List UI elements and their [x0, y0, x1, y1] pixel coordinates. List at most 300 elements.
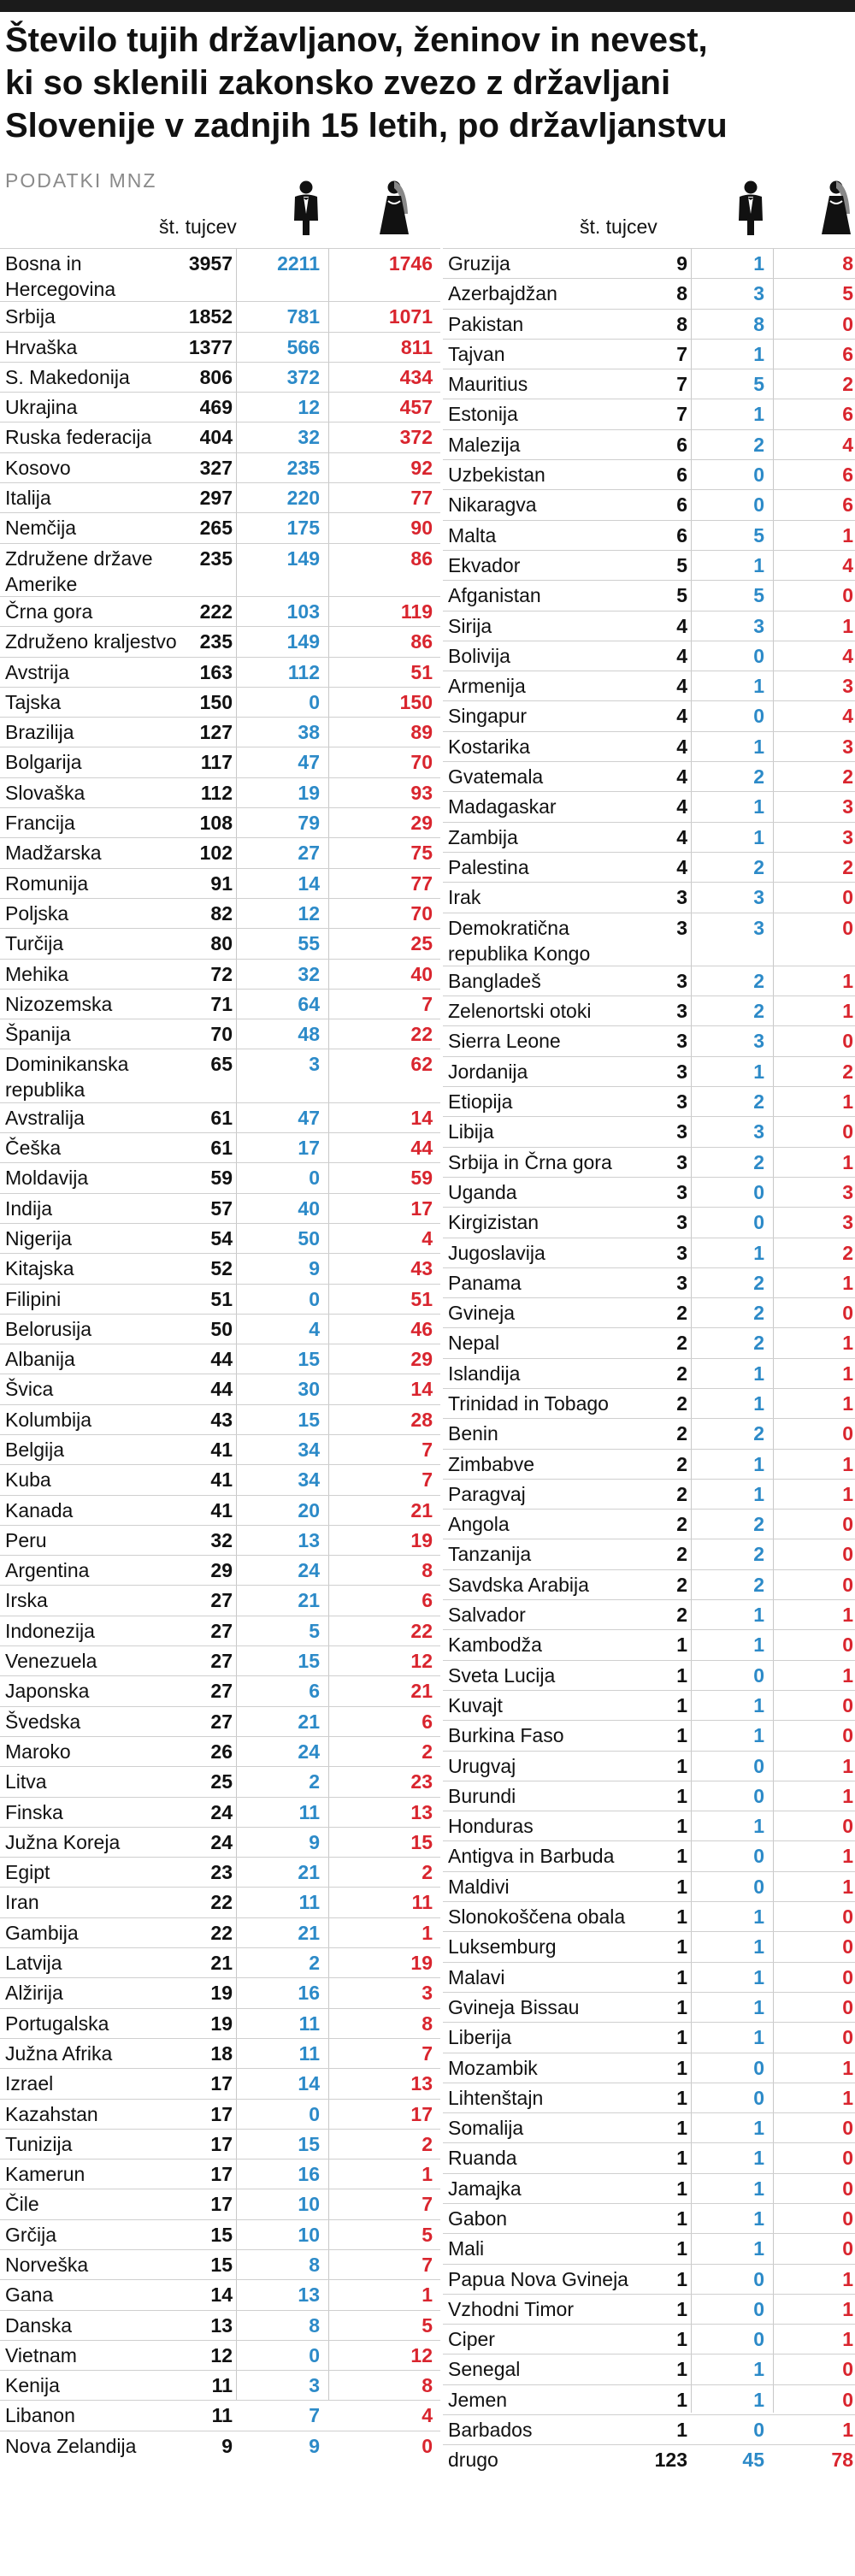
- bride-value: 75: [410, 842, 433, 865]
- groom-value: 0: [753, 493, 764, 517]
- total-value: 4: [676, 644, 687, 667]
- bride-value: 3: [842, 795, 853, 818]
- groom-value: 1: [753, 2207, 764, 2230]
- country-name: Dominikanska republika: [5, 1053, 129, 1102]
- table-row: [0, 2038, 440, 2068]
- table-row: [0, 837, 440, 867]
- table-row: [0, 1374, 440, 1403]
- country-name: Peru: [5, 1528, 47, 1551]
- groom-value: 1: [753, 1815, 764, 1838]
- country-name: Savdska Arabija: [448, 1573, 589, 1596]
- country-name: Vietnam: [5, 2343, 77, 2366]
- bride-value: 1: [842, 1845, 853, 1868]
- total-value: 327: [199, 456, 233, 479]
- country-name: Švedska: [5, 1710, 81, 1733]
- total-value: 5: [676, 553, 687, 576]
- country-name: Mali: [448, 2237, 485, 2260]
- country-name: Gabon: [448, 2207, 508, 2230]
- groom-value: 2: [753, 855, 764, 878]
- groom-value: 24: [298, 1740, 320, 1763]
- groom-value: 5: [309, 1619, 320, 1642]
- bride-value: 434: [399, 365, 433, 388]
- groom-value: 14: [298, 871, 320, 895]
- total-value: 44: [210, 1378, 233, 1401]
- country-name: Avstrija: [5, 660, 69, 683]
- table-row: [443, 1660, 855, 1690]
- table-row: [443, 1238, 855, 1267]
- bride-value: 1: [842, 2297, 853, 2320]
- bride-value: 3: [842, 1180, 853, 1203]
- bride-value: 6: [842, 342, 853, 365]
- country-name: Urugvaj: [448, 1754, 516, 1777]
- bride-value: 1: [842, 2328, 853, 2351]
- table-row: [0, 1857, 440, 1887]
- table-row: [0, 1193, 440, 1223]
- total-header: št. tujcev: [580, 216, 657, 238]
- country-name: Estonija: [448, 403, 518, 426]
- groom-value: 79: [298, 812, 320, 835]
- bride-value: 6: [422, 1589, 433, 1612]
- groom-value: 566: [286, 335, 320, 358]
- total-value: 12: [210, 2343, 233, 2366]
- table-row: [0, 687, 440, 717]
- total-value: 3: [676, 916, 687, 939]
- total-value: 1: [676, 1905, 687, 1929]
- groom-value: 38: [298, 721, 320, 744]
- bride-value: 0: [842, 1030, 853, 1053]
- table-row: [443, 882, 855, 912]
- country-name: Mauritius: [448, 373, 528, 396]
- country-name: Burundi: [448, 1784, 516, 1807]
- total-value: 3: [676, 1000, 687, 1023]
- country-name: Maroko: [5, 1740, 71, 1763]
- country-name: Južna Koreja: [5, 1830, 121, 1853]
- country-name: Srbija: [5, 305, 56, 328]
- table-row: [443, 1690, 855, 1720]
- bride-value: 0: [842, 2026, 853, 2049]
- groom-value: 16: [298, 1982, 320, 2005]
- table-row: [0, 1947, 440, 1977]
- table-row: [443, 2112, 855, 2142]
- total-value: 112: [200, 781, 233, 804]
- country-name: Portugalska: [5, 2012, 109, 2035]
- bride-value: 7: [422, 2254, 433, 2276]
- table-row: [443, 1931, 855, 1961]
- total-value: 9: [676, 252, 687, 275]
- table-row: [0, 1434, 440, 1464]
- total-value: 1: [676, 2267, 687, 2290]
- groom-value: 8: [309, 2313, 320, 2337]
- bride-value: 811: [400, 335, 433, 358]
- groom-value: 0: [753, 2328, 764, 2351]
- bride-value: 0: [842, 1422, 853, 1445]
- country-name: Kolumbija: [5, 1408, 91, 1431]
- total-value: 41: [210, 1468, 233, 1492]
- groom-value: 2: [753, 1573, 764, 1596]
- groom-value: 149: [286, 630, 320, 653]
- country-name: Jamajka: [448, 2177, 522, 2200]
- groom-value: 11: [298, 2041, 320, 2065]
- groom-value: 50: [298, 1226, 320, 1250]
- country-name: Paragvaj: [448, 1482, 526, 1505]
- country-name: Afganistan: [448, 584, 541, 607]
- groom-value: 1: [753, 675, 764, 698]
- country-name: Sirija: [448, 614, 492, 637]
- total-value: 2: [676, 1543, 687, 1566]
- groom-value: 10: [298, 2193, 320, 2216]
- country-name: Tajvan: [448, 342, 505, 365]
- bride-value: 1: [842, 1332, 853, 1355]
- bride-value: 13: [410, 1800, 433, 1823]
- bride-value: 8: [842, 252, 853, 275]
- groom-value: 15: [298, 1348, 320, 1371]
- bride-value: 21: [410, 1680, 433, 1703]
- total-value: 21: [210, 1952, 233, 1975]
- groom-value: 55: [298, 932, 320, 955]
- groom-value: 21: [298, 1921, 320, 1944]
- country-name: Nizozemska: [5, 992, 113, 1015]
- total-value: 27: [210, 1619, 233, 1642]
- bride-value: 1: [842, 1362, 853, 1385]
- bride-value: 1: [842, 1391, 853, 1415]
- rows-left: [0, 248, 440, 2461]
- total-value: 70: [210, 1023, 233, 1046]
- bride-value: 0: [842, 916, 853, 939]
- total-value: 2: [676, 1422, 687, 1445]
- total-value: 61: [210, 1106, 233, 1129]
- bride-value: 0: [842, 312, 853, 335]
- bride-value: 14: [410, 1106, 433, 1129]
- country-name: Kambodža: [448, 1634, 542, 1657]
- country-name: Libija: [448, 1120, 494, 1143]
- groom-value: 47: [298, 1106, 320, 1129]
- bride-value: 4: [422, 2404, 433, 2427]
- bride-value: 40: [410, 962, 433, 985]
- total-value: 6: [676, 464, 687, 487]
- country-name: Španija: [5, 1023, 71, 1046]
- table-row: [443, 1962, 855, 1992]
- groom-value: 30: [298, 1378, 320, 1401]
- country-name: Gvatemala: [448, 765, 544, 789]
- country-name: Belgija: [5, 1438, 65, 1461]
- groom-value: 1: [753, 1905, 764, 1929]
- groom-value: 0: [309, 2343, 320, 2366]
- bride-value: 44: [410, 1137, 433, 1160]
- groom-value: 1: [753, 1362, 764, 1385]
- table-row: [0, 1132, 440, 1162]
- country-name: Bolgarija: [5, 751, 82, 774]
- bride-value: 19: [410, 1528, 433, 1551]
- total-value: 29: [210, 1559, 233, 1582]
- bride-value: 0: [842, 2388, 853, 2411]
- total-value: 27: [210, 1650, 233, 1673]
- bride-value: 3: [842, 825, 853, 848]
- groom-value: 64: [298, 992, 320, 1015]
- bride-value: 1: [422, 2163, 433, 2186]
- total-value: 297: [199, 487, 233, 510]
- total-value: 71: [210, 992, 233, 1015]
- country-name: Lihtenštajn: [448, 2086, 544, 2109]
- groom-value: 40: [298, 1196, 320, 1220]
- bride-value: 0: [842, 584, 853, 607]
- country-name: Združene države Amerike: [5, 547, 153, 595]
- country-name: Ciper: [448, 2328, 495, 2351]
- country-name: Pakistan: [448, 312, 524, 335]
- groom-value: 1: [753, 1482, 764, 1505]
- country-name: Italija: [5, 487, 51, 510]
- total-value: 108: [199, 812, 233, 835]
- bride-value: 59: [410, 1167, 433, 1190]
- bride-value: 1071: [388, 305, 433, 328]
- table-row: [0, 301, 440, 331]
- groom-value: 48: [298, 1023, 320, 1046]
- total-value: 1: [676, 1875, 687, 1898]
- total-value: 4: [676, 795, 687, 818]
- table-row: [443, 1056, 855, 1086]
- country-name: Zimbabve: [448, 1452, 534, 1475]
- groom-value: 3: [753, 282, 764, 305]
- country-name: Kazahstan: [5, 2102, 98, 2125]
- table-row: [443, 2083, 855, 2112]
- total-value: 23: [210, 1861, 233, 1884]
- country-name: Južna Afrika: [5, 2041, 113, 2065]
- total-value: 22: [210, 1921, 233, 1944]
- bride-value: 2: [842, 373, 853, 396]
- groom-value: 2: [753, 1090, 764, 1114]
- table-row: [0, 777, 440, 807]
- table-row: [443, 2233, 855, 2263]
- table-row: [0, 543, 440, 596]
- total-value: 5: [676, 584, 687, 607]
- table-row: [443, 1840, 855, 1870]
- table-row: [443, 278, 855, 308]
- country-name: Islandija: [448, 1362, 521, 1385]
- country-name: Bosna in Hercegovina: [5, 252, 116, 300]
- country-name: Uzbekistan: [448, 464, 545, 487]
- bride-value: 1: [422, 2284, 433, 2307]
- table-row: [443, 1871, 855, 1901]
- table-row: [443, 369, 855, 399]
- bride-value: 1: [842, 2056, 853, 2079]
- country-name: Kamerun: [5, 2163, 86, 2186]
- table-row: [0, 1977, 440, 2007]
- groom-value: 15: [298, 1408, 320, 1431]
- groom-value: 15: [298, 2132, 320, 2155]
- bride-value: 0: [842, 1120, 853, 1143]
- total-value: 404: [199, 426, 233, 449]
- table-row: [443, 671, 855, 700]
- total-value: 17: [210, 2193, 233, 2216]
- groom-value: 9: [309, 1830, 320, 1853]
- groom-value: 32: [298, 962, 320, 985]
- total-value: 57: [210, 1196, 233, 1220]
- total-value: 26: [210, 1740, 233, 1763]
- groom-value: 34: [298, 1468, 320, 1492]
- total-value: 1: [676, 2026, 687, 2049]
- table-row: [443, 1992, 855, 2022]
- country-name: Liberija: [448, 2026, 512, 2049]
- groom-value: 149: [286, 547, 320, 570]
- bride-value: 1: [842, 1090, 853, 1114]
- table-row: [0, 2219, 440, 2249]
- table-row: [443, 429, 855, 459]
- total-value: 1: [676, 2086, 687, 2109]
- groom-value: 0: [753, 1211, 764, 1234]
- table-row: [0, 1253, 440, 1283]
- table-row: [443, 1116, 855, 1146]
- table-row: [443, 913, 855, 966]
- country-name: Panama: [448, 1271, 522, 1294]
- groom-icon: [289, 180, 323, 236]
- total-value: 17: [210, 2132, 233, 2155]
- country-name: Avstralija: [5, 1106, 85, 1129]
- table-row: [443, 2384, 855, 2414]
- total-value: 2: [676, 1482, 687, 1505]
- country-name: Madagaskar: [448, 795, 557, 818]
- groom-value: 5: [753, 584, 764, 607]
- country-name: Latvija: [5, 1952, 62, 1975]
- bride-value: 1: [842, 1452, 853, 1475]
- total-value: 1: [676, 2358, 687, 2381]
- total-value: 1: [676, 1965, 687, 1988]
- total-value: 17: [210, 2102, 233, 2125]
- country-name: Filipini: [5, 1287, 62, 1310]
- total-value: 3: [676, 1180, 687, 1203]
- country-name: Argentina: [5, 1559, 90, 1582]
- groom-value: 0: [753, 644, 764, 667]
- table-row: [443, 399, 855, 428]
- groom-value: 6: [309, 1680, 320, 1703]
- groom-value: 0: [753, 1754, 764, 1777]
- total-value: 1: [676, 1815, 687, 1838]
- country-name: Nemčija: [5, 517, 77, 540]
- total-value: 24: [210, 1800, 233, 1823]
- total-value: 8: [676, 312, 687, 335]
- total-value: 2: [676, 1573, 687, 1596]
- groom-value: 2: [753, 1513, 764, 1536]
- table-row: [0, 928, 440, 958]
- table-row: [443, 2173, 855, 2203]
- country-name: Malavi: [448, 1965, 505, 1988]
- total-value: 1: [676, 2177, 687, 2200]
- groom-value: 3: [753, 916, 764, 939]
- bride-value: 1: [842, 614, 853, 637]
- country-name: Gambija: [5, 1921, 79, 1944]
- bride-value: 0: [842, 1935, 853, 1959]
- table-row: [0, 959, 440, 989]
- groom-value: 2: [309, 1952, 320, 1975]
- table-row: [443, 1569, 855, 1599]
- total-value: 52: [210, 1257, 233, 1280]
- top-bar: [0, 0, 855, 12]
- country-name: Hrvaška: [5, 335, 78, 358]
- total-value: 1: [676, 1724, 687, 1747]
- groom-value: 1: [753, 1241, 764, 1264]
- country-name: Tunizija: [5, 2132, 73, 2155]
- country-name: Albanija: [5, 1348, 75, 1371]
- country-name: Danska: [5, 2313, 72, 2337]
- country-name: Salvador: [448, 1604, 526, 1627]
- bride-value: 1: [842, 1875, 853, 1898]
- groom-value: 12: [298, 396, 320, 419]
- total-value: 235: [199, 547, 233, 570]
- table-row: [0, 1887, 440, 1917]
- groom-value: 175: [286, 517, 320, 540]
- table-row: [0, 2340, 440, 2370]
- bride-value: 1746: [388, 252, 433, 275]
- bride-value: 46: [410, 1317, 433, 1340]
- country-name: drugo: [448, 2449, 498, 2472]
- groom-value: 32: [298, 426, 320, 449]
- groom-value: 1: [753, 2388, 764, 2411]
- bride-value: 19: [410, 1952, 433, 1975]
- country-name: Luksemburg: [448, 1935, 557, 1959]
- country-name: Češka: [5, 1137, 62, 1160]
- total-value: 1: [676, 1634, 687, 1657]
- table-row: [443, 2444, 855, 2474]
- table-row: [443, 1207, 855, 1237]
- country-name: Burkina Faso: [448, 1724, 564, 1747]
- table-row: [0, 2400, 440, 2430]
- chart-title: Število tujih državljanov, ženinov in nevest, ki so sklenili zakonsko zvezo z državljani Slovenije v zadnjih 15 letih, po državljanstvu: [5, 21, 728, 145]
- country-name: Azerbajdžan: [448, 282, 557, 305]
- country-name: Bolivija: [448, 644, 510, 667]
- groom-value: 19: [298, 781, 320, 804]
- bride-value: 70: [410, 901, 433, 925]
- country-name: Gvineja Bissau: [448, 1995, 580, 2018]
- total-value: 3: [676, 1090, 687, 1114]
- table-row: [443, 2324, 855, 2354]
- table-row: [443, 580, 855, 610]
- bride-value: 0: [842, 1302, 853, 1325]
- bride-value: 2: [842, 765, 853, 789]
- groom-value: 0: [753, 1875, 764, 1898]
- country-name: Zambija: [448, 825, 518, 848]
- country-name: Kitajska: [5, 1257, 74, 1280]
- country-name: Angola: [448, 1513, 510, 1536]
- total-value: 1: [676, 1784, 687, 1807]
- table-row: [0, 868, 440, 898]
- table-row: [0, 332, 440, 362]
- total-value: 4: [676, 614, 687, 637]
- groom-value: 5: [753, 373, 764, 396]
- total-value: 3: [676, 969, 687, 992]
- table-row: [0, 1102, 440, 1132]
- country-name: Kostarika: [448, 735, 530, 758]
- table-row: [0, 2279, 440, 2309]
- groom-value: 11: [298, 1891, 320, 1914]
- country-name: Gruzija: [448, 252, 510, 275]
- total-value: 3: [676, 1030, 687, 1053]
- country-name: Venezuela: [5, 1650, 97, 1673]
- table-row: [443, 248, 855, 278]
- total-value: 27: [210, 1710, 233, 1733]
- groom-value: 0: [309, 1287, 320, 1310]
- bride-value: 15: [410, 1830, 433, 1853]
- groom-value: 5: [753, 523, 764, 547]
- country-name: Etiopija: [448, 1090, 513, 1114]
- bride-value: 2: [422, 1740, 433, 1763]
- bride-value: 0: [842, 2117, 853, 2140]
- groom-value: 47: [298, 751, 320, 774]
- groom-value: 0: [753, 1180, 764, 1203]
- table-row: [0, 512, 440, 542]
- total-value: 19: [210, 1982, 233, 2005]
- total-value: 2: [676, 1391, 687, 1415]
- total-value: 43: [210, 1408, 233, 1431]
- groom-value: 21: [298, 1589, 320, 1612]
- country-name: Demokratična republika Kongo: [448, 916, 591, 965]
